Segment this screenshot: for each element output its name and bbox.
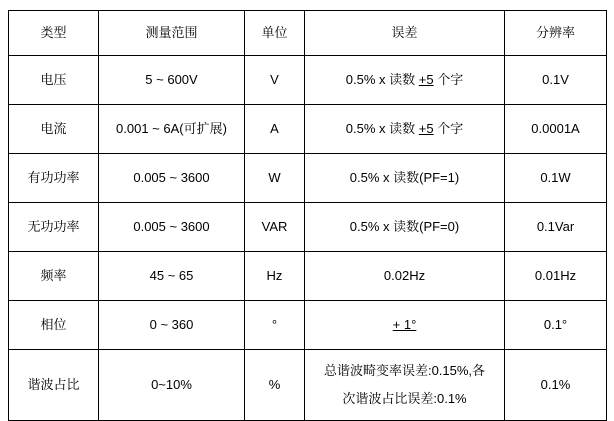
cell-type: 电流 bbox=[9, 105, 99, 154]
cell-resolution: 0.1W bbox=[505, 154, 607, 203]
cell-range: 45 ~ 65 bbox=[99, 252, 245, 301]
table-row bbox=[9, 350, 607, 421]
column-header-error: 误差 bbox=[305, 11, 505, 56]
cell-error bbox=[305, 350, 505, 421]
cell-range: 0.005 ~ 3600 bbox=[99, 154, 245, 203]
cell-unit: ° bbox=[245, 301, 305, 350]
cell-error bbox=[305, 301, 505, 350]
cell-error: 0.5% x 读数(PF=0) bbox=[305, 203, 505, 252]
cell-resolution: 0.01Hz bbox=[505, 252, 607, 301]
cell-unit: VAR bbox=[245, 203, 305, 252]
cell-unit: Hz bbox=[245, 252, 305, 301]
cell-error: 0.02Hz bbox=[305, 252, 505, 301]
cell-error-line-2: 次谐波占比误差:0.1% bbox=[342, 391, 467, 406]
cell-resolution: 0.1° bbox=[505, 301, 607, 350]
cell-type: 谐波占比 bbox=[9, 350, 99, 421]
cell-unit: A bbox=[245, 105, 305, 154]
cell-unit: % bbox=[245, 350, 305, 421]
column-header-resolution: 分辨率 bbox=[505, 11, 607, 56]
table-header bbox=[9, 11, 607, 56]
cell-error-line-1: 总谐波畸变率误差:0.15%,各 bbox=[323, 363, 486, 379]
column-header-range: 测量范围 bbox=[99, 11, 245, 56]
cell-error-post: 个字 bbox=[433, 121, 464, 137]
cell-error-post: 个字 bbox=[433, 72, 464, 88]
table-row bbox=[9, 105, 607, 154]
cell-error bbox=[305, 105, 505, 154]
cell-range: 0.005 ~ 3600 bbox=[99, 203, 245, 252]
cell-error-tolerance: + 1° bbox=[392, 317, 417, 333]
cell-type: 相位 bbox=[9, 301, 99, 350]
cell-unit: V bbox=[245, 56, 305, 105]
cell-error bbox=[305, 56, 505, 105]
cell-error-tolerance: +5 bbox=[418, 72, 434, 88]
table-row bbox=[9, 203, 607, 252]
table-header-row bbox=[9, 11, 607, 56]
cell-type: 电压 bbox=[9, 56, 99, 105]
cell-resolution: 0.1Var bbox=[505, 203, 607, 252]
cell-range: 0 ~ 360 bbox=[99, 301, 245, 350]
cell-resolution: 0.1V bbox=[505, 56, 607, 105]
cell-error-tolerance: +5 bbox=[418, 121, 434, 137]
table-body bbox=[9, 56, 607, 421]
cell-type: 无功功率 bbox=[9, 203, 99, 252]
cell-error-pre: 0.5% x 读数 bbox=[345, 72, 419, 88]
cell-range: 5 ~ 600V bbox=[99, 56, 245, 105]
cell-type: 有功功率 bbox=[9, 154, 99, 203]
column-header-unit: 单位 bbox=[245, 11, 305, 56]
column-header-type: 类型 bbox=[9, 11, 99, 56]
cell-error-pre: 0.5% x 读数 bbox=[345, 121, 419, 137]
cell-unit: W bbox=[245, 154, 305, 203]
cell-range: 0~10% bbox=[99, 350, 245, 421]
cell-type: 频率 bbox=[9, 252, 99, 301]
table-row bbox=[9, 56, 607, 105]
measurement-spec-table bbox=[8, 10, 607, 421]
cell-resolution: 0.0001A bbox=[505, 105, 607, 154]
cell-error: 0.5% x 读数(PF=1) bbox=[305, 154, 505, 203]
table-row bbox=[9, 301, 607, 350]
table-row bbox=[9, 252, 607, 301]
cell-resolution: 0.1% bbox=[505, 350, 607, 421]
cell-range: 0.001 ~ 6A(可扩展) bbox=[99, 105, 245, 154]
table-row bbox=[9, 154, 607, 203]
